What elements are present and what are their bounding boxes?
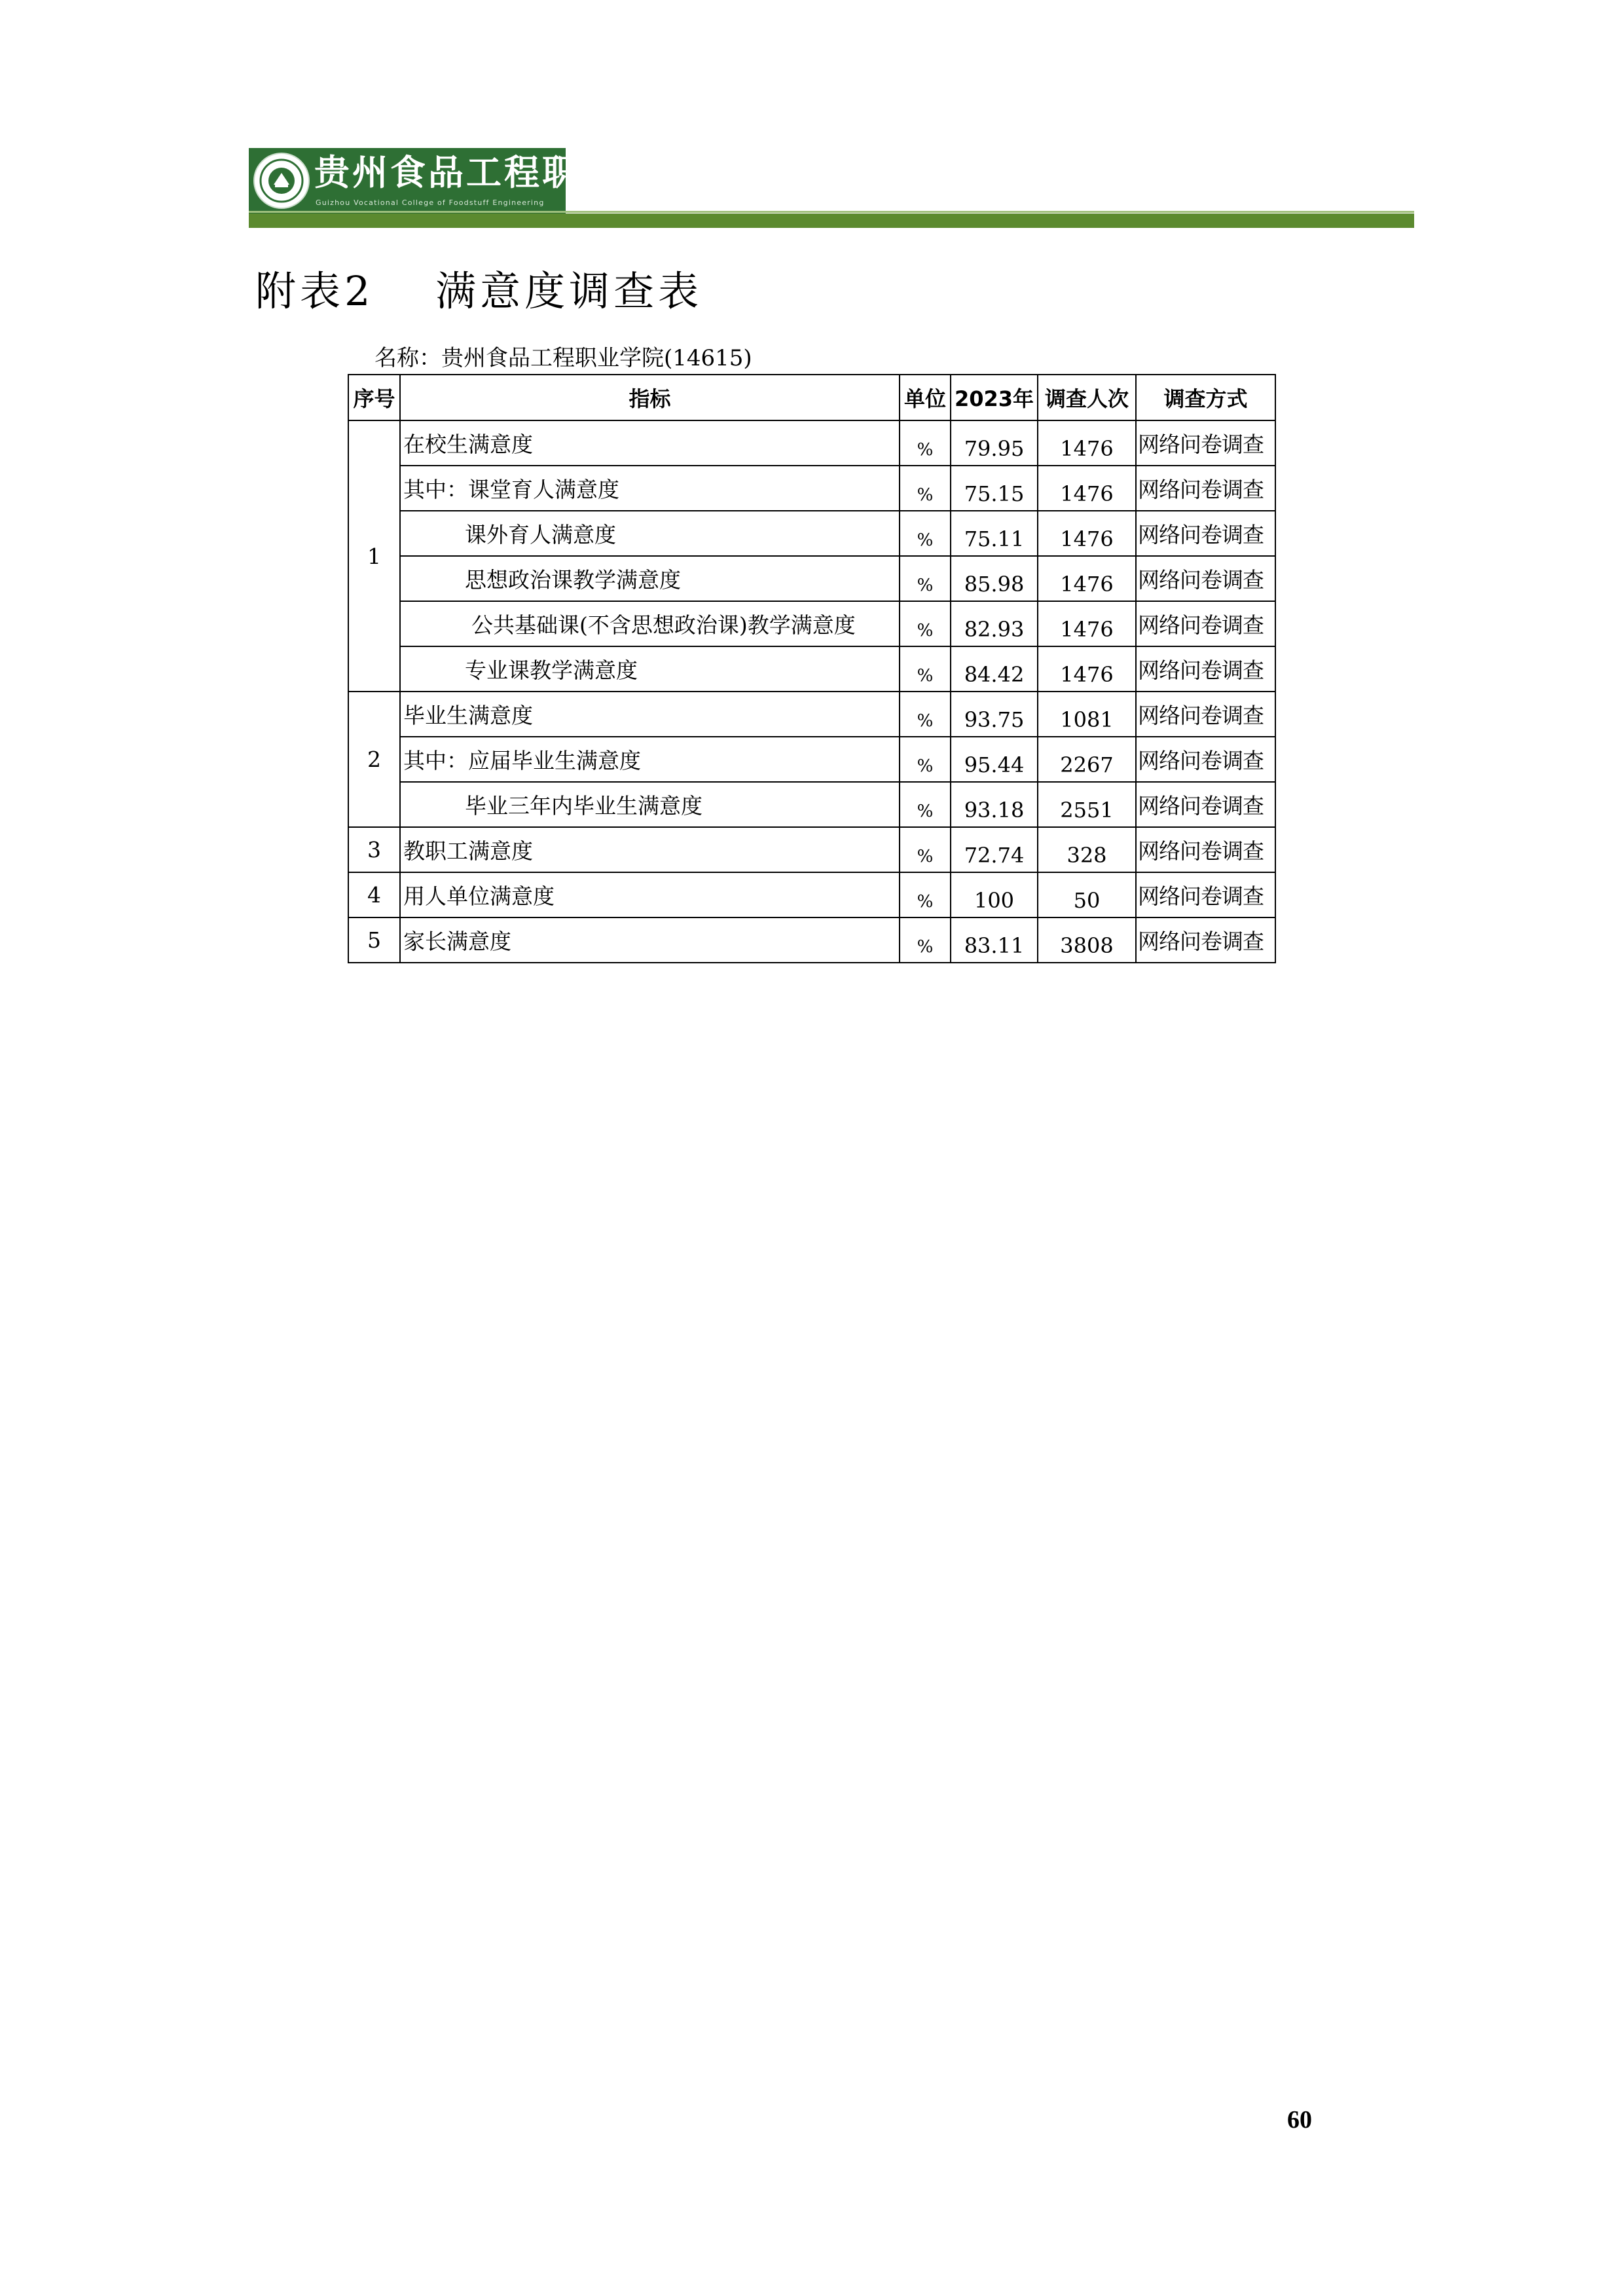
table-row (348, 827, 1275, 872)
count-cell: 328 (1038, 827, 1136, 872)
indicator-cell: 思想政治课教学满意度 (400, 556, 900, 601)
table-header-row (348, 375, 1275, 420)
table-row (348, 556, 1275, 601)
seq-cell: 3 (348, 827, 400, 872)
method-cell: 网络问卷调查 (1136, 917, 1275, 963)
method-cell: 网络问卷调查 (1136, 511, 1275, 556)
unit-cell: % (900, 556, 951, 601)
count-cell: 1476 (1038, 556, 1136, 601)
header-indicator: 指标 (400, 375, 900, 420)
count-cell: 1476 (1038, 646, 1136, 692)
header-method: 调查方式 (1136, 375, 1275, 420)
value-cell: 93.18 (951, 782, 1038, 827)
indicator-cell: 毕业三年内毕业生满意度 (400, 782, 900, 827)
indicator-cell: 家长满意度 (400, 917, 900, 963)
table-row (348, 872, 1275, 917)
college-logo (249, 148, 694, 213)
page-number: 60 (1287, 2106, 1312, 2134)
count-cell: 3808 (1038, 917, 1136, 963)
satisfaction-survey-table (348, 374, 1276, 963)
value-cell: 95.44 (951, 737, 1038, 782)
count-cell: 1476 (1038, 511, 1136, 556)
value-cell: 82.93 (951, 601, 1038, 646)
header-rule-highlight (249, 211, 1414, 213)
indicator-cell: 课外育人满意度 (400, 511, 900, 556)
indicator-cell: 毕业生满意度 (400, 692, 900, 737)
method-cell: 网络问卷调查 (1136, 737, 1275, 782)
table-row (348, 737, 1275, 782)
indicator-cell: 用人单位满意度 (400, 872, 900, 917)
seq-cell: 1 (348, 420, 400, 692)
count-cell: 2267 (1038, 737, 1136, 782)
unit-cell: % (900, 737, 951, 782)
value-cell: 93.75 (951, 692, 1038, 737)
count-cell: 1476 (1038, 466, 1136, 511)
table-row (348, 601, 1275, 646)
unit-cell: % (900, 782, 951, 827)
method-cell: 网络问卷调查 (1136, 466, 1275, 511)
college-emblem-icon (251, 151, 312, 211)
page-title: 附表2 满意度调查表 (255, 267, 703, 315)
method-cell: 网络问卷调查 (1136, 601, 1275, 646)
unit-cell: % (900, 646, 951, 692)
table-row (348, 917, 1275, 963)
method-cell: 网络问卷调查 (1136, 827, 1275, 872)
header-year: 2023年 (951, 375, 1038, 420)
table-row (348, 466, 1275, 511)
unit-cell: % (900, 827, 951, 872)
value-cell: 85.98 (951, 556, 1038, 601)
indicator-cell: 在校生满意度 (400, 420, 900, 466)
header-seq: 序号 (348, 375, 400, 420)
value-cell: 75.15 (951, 466, 1038, 511)
seq-cell: 5 (348, 917, 400, 963)
institution-name: 名称：贵州食品工程职业学院(14615) (374, 345, 752, 371)
table-row (348, 692, 1275, 737)
logo-name: 贵州食品工程职业学院 (314, 151, 694, 193)
count-cell: 1476 (1038, 420, 1136, 466)
table-row (348, 420, 1275, 466)
unit-cell: % (900, 917, 951, 963)
logo-english-name: Guizhou Vocational College of Foodstuff Engineering (316, 198, 545, 207)
method-cell: 网络问卷调查 (1136, 782, 1275, 827)
count-cell: 1081 (1038, 692, 1136, 737)
table-row (348, 511, 1275, 556)
unit-cell: % (900, 466, 951, 511)
value-cell: 83.11 (951, 917, 1038, 963)
header-rule (249, 213, 1414, 228)
table-row (348, 646, 1275, 692)
value-cell: 84.42 (951, 646, 1038, 692)
count-cell: 50 (1038, 872, 1136, 917)
unit-cell: % (900, 511, 951, 556)
method-cell: 网络问卷调查 (1136, 692, 1275, 737)
method-cell: 网络问卷调查 (1136, 556, 1275, 601)
method-cell: 网络问卷调查 (1136, 646, 1275, 692)
indicator-cell: 专业课教学满意度 (400, 646, 900, 692)
value-cell: 100 (951, 872, 1038, 917)
count-cell: 1476 (1038, 601, 1136, 646)
value-cell: 79.95 (951, 420, 1038, 466)
header-unit: 单位 (900, 375, 951, 420)
unit-cell: % (900, 872, 951, 917)
method-cell: 网络问卷调查 (1136, 872, 1275, 917)
unit-cell: % (900, 601, 951, 646)
count-cell: 2551 (1038, 782, 1136, 827)
unit-cell: % (900, 692, 951, 737)
unit-cell: % (900, 420, 951, 466)
indicator-cell: 其中：课堂育人满意度 (400, 466, 900, 511)
indicator-cell: 教职工满意度 (400, 827, 900, 872)
seq-cell: 2 (348, 692, 400, 827)
indicator-cell: 公共基础课(不含思想政治课)教学满意度 (400, 601, 900, 646)
table-row (348, 782, 1275, 827)
value-cell: 75.11 (951, 511, 1038, 556)
value-cell: 72.74 (951, 827, 1038, 872)
seq-cell: 4 (348, 872, 400, 917)
indicator-cell: 其中：应届毕业生满意度 (400, 737, 900, 782)
header-count: 调查人次 (1038, 375, 1136, 420)
method-cell: 网络问卷调查 (1136, 420, 1275, 466)
